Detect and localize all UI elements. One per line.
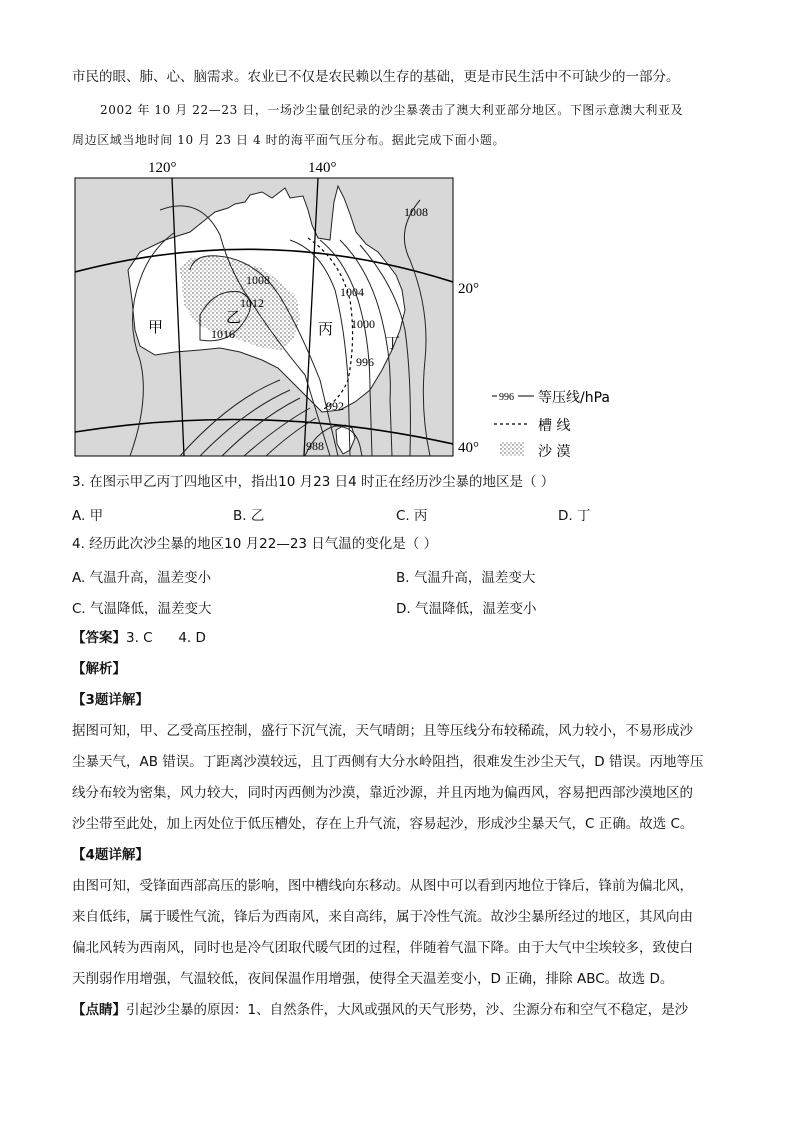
iso-label-1012: 1012 <box>240 296 264 310</box>
tip-line <box>72 1000 688 1020</box>
iso-label-1008: 1008 <box>246 273 270 287</box>
legend-isobar-sample: 996 <box>499 392 514 403</box>
q4-option-d[interactable]: D. 气温降低，温差变小 <box>396 601 537 617</box>
detail-3-text: 尘暴天气，AB 错误。丁距离沙漠较远，且丁西侧有大分水岭阻挡，很难发生沙尘天气，D 错误。丙地等压 <box>72 754 704 770</box>
answer-line <box>72 628 206 648</box>
region-yi: 乙 <box>226 310 242 326</box>
answer-value: 3. C 4. D <box>126 630 206 646</box>
iso-label-1004: 1004 <box>340 285 364 299</box>
text-line: 市民的眼、肺、心、脑需求。农业已不仅是农民赖以生存的基础，更是市民生活中不可缺少的一部分。 <box>72 69 680 85</box>
iso-label-992: 992 <box>326 399 344 413</box>
lon-label-120: 120° <box>148 160 177 176</box>
legend-desert-label: 沙 漠 <box>538 444 571 460</box>
q3-option-a[interactable]: A. 甲 <box>72 508 104 524</box>
tip-tag: 【点睛】 <box>72 1002 126 1018</box>
detail-3-text: 线分布较为密集，风力较大，同时丙西侧为沙漠，靠近沙源，并且丙地为偏西风，容易把西部沙漠地区的 <box>72 785 693 801</box>
question-4-stem: 4. 经历此次沙尘暴的地区10 月22—23 日气温的变化是（ ） <box>72 536 438 552</box>
iso-label-1008-east: 1008 <box>404 205 428 219</box>
q3-option-c[interactable]: C. 丙 <box>396 508 428 524</box>
map-legend <box>492 389 610 460</box>
detail-4-text: 由图可知，受锋面西部高压的影响，图中槽线向东移动。从图中可以看到丙地位于锋后，锋前为偏北风， <box>72 878 693 894</box>
lon-label-140: 140° <box>308 160 337 176</box>
q4-option-b[interactable]: B. 气温升高，温差变大 <box>396 570 536 586</box>
detail-4-text: 天削弱作用增强，气温较低，夜间保温作用增强，使得全天温差变小，D 正确，排除 ABC。故选 D。 <box>72 971 674 987</box>
tip-text: 引起沙尘暴的原因：1、自然条件，大风或强风的天气形势，沙、尘源分布和空气不稳定，是沙 <box>126 1002 689 1018</box>
question-3-stem: 3. 在图示甲乙丙丁四地区中，指出10 月23 日4 时正在经历沙尘暴的地区是（ ） <box>72 474 555 490</box>
analysis-tag: 【解析】 <box>72 661 126 677</box>
iso-label-996: 996 <box>356 355 374 369</box>
q4-option-a[interactable]: A. 气温升高，温差变小 <box>72 570 212 586</box>
region-bing: 丙 <box>318 322 334 338</box>
lat-label-40: 40° <box>458 440 479 456</box>
detail-4-tag: 【4题详解】 <box>72 847 149 863</box>
detail-3-text: 沙尘带至此处，加上丙处位于低压槽处，存在上升气流，容易起沙，形成沙尘暴天气，C 正确。故选 C。 <box>72 816 694 832</box>
region-ding: 丁 <box>385 336 401 352</box>
answer-tag: 【答案】 <box>72 630 126 646</box>
q4-option-c[interactable]: C. 气温降低，温差变大 <box>72 601 212 617</box>
legend-isobar-label: 等压线/hPa <box>538 390 610 406</box>
q3-option-d[interactable]: D. 丁 <box>558 508 591 524</box>
q3-option-b[interactable]: B. 乙 <box>233 508 265 524</box>
pressure-map <box>60 150 620 470</box>
iso-label-988: 988 <box>306 439 324 453</box>
detail-4-text: 偏北风转为西南风，同时也是冷气团取代暖气团的过程，伴随着气温下降。由于大气中尘埃较多，致使白 <box>72 940 693 956</box>
intro-line: 周边区域当地时间 10 月 23 日 4 时的海平面气压分布。据此完成下面小题。 <box>72 133 506 147</box>
legend-trough-label: 槽 线 <box>538 418 571 434</box>
iso-label-1016: 1016 <box>211 327 235 341</box>
detail-3-text: 据图可知，甲、乙受高压控制，盛行下沉气流，天气晴朗；且等压线分布较稀疏，风力较小，不易形成沙 <box>72 723 693 739</box>
region-jia: 甲 <box>148 320 164 336</box>
lat-label-20: 20° <box>458 281 479 297</box>
iso-label-1000: 1000 <box>351 317 375 331</box>
detail-4-text: 来自低纬，属于暖性气流，锋后为西南风，来自高纬，属于冷性气流。故沙尘暴所经过的地区，其风向由 <box>72 909 693 925</box>
detail-3-tag: 【3题详解】 <box>72 692 149 708</box>
intro-line: 2002 年 10 月 22—23 日，一场沙尘量创纪录的沙尘暴袭击了澳大利亚部分地区。下图示意澳大利亚及 <box>100 103 684 117</box>
